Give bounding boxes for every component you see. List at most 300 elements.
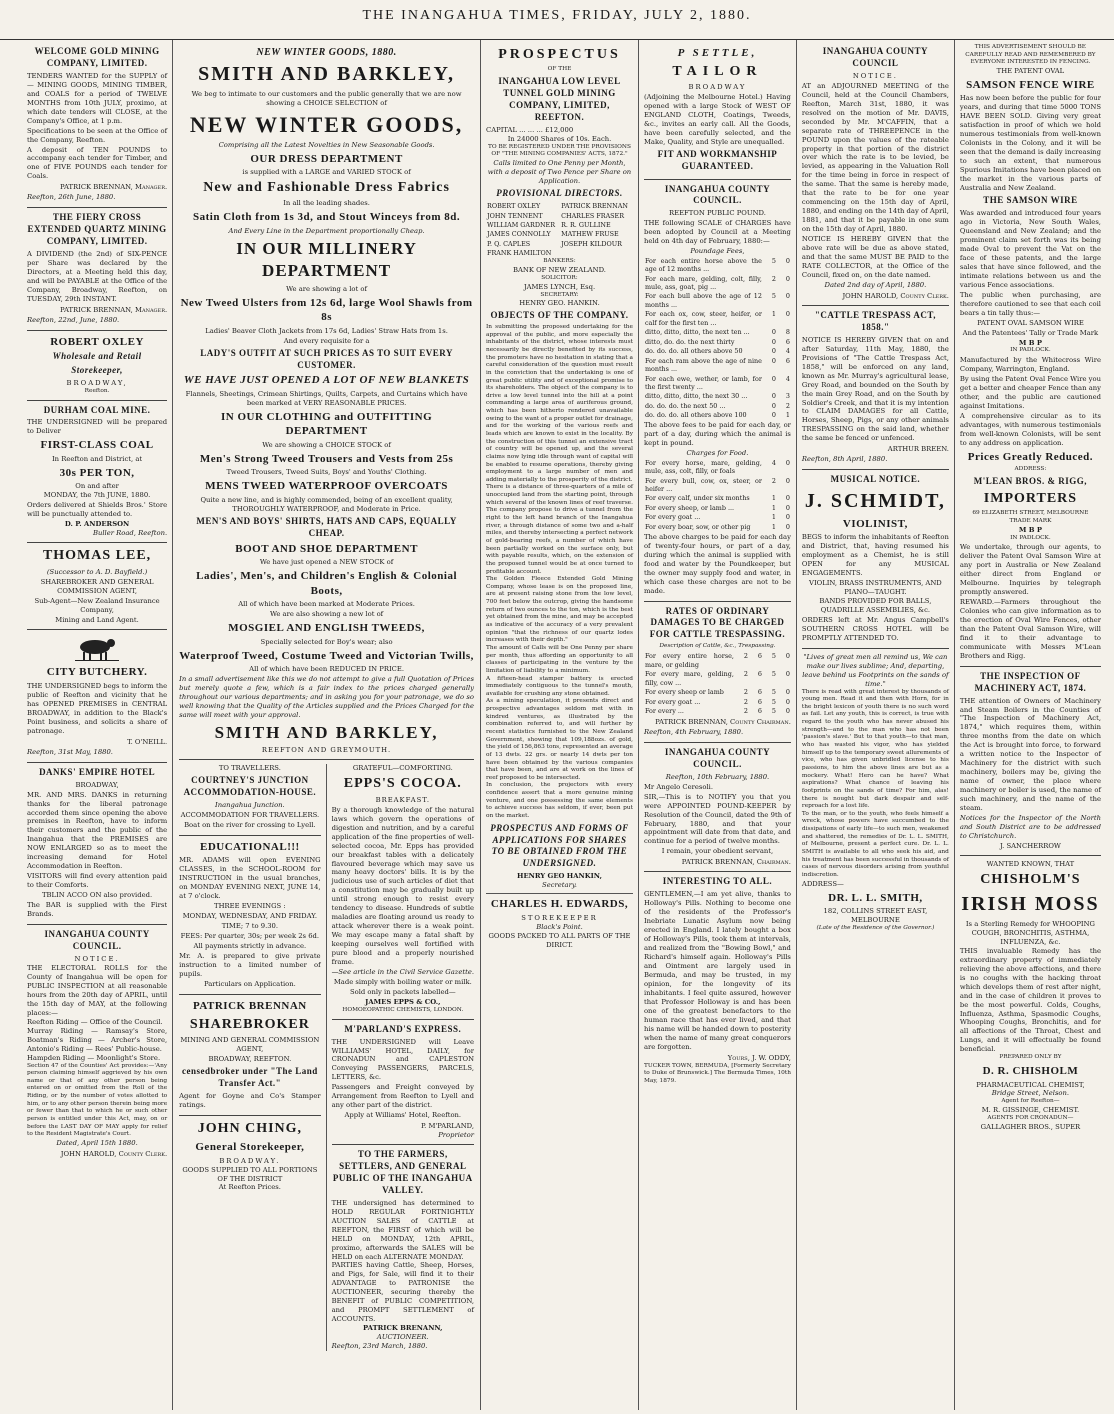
table-row bbox=[644, 503, 791, 512]
rate-d1: 6 bbox=[757, 670, 762, 679]
notice-body2: NOTICE IS HEREBY GIVEN that the above rate will be due as above stated, and that the same MUST BE PAID to the RATE COLLECTOR, at the Office of the Council, fixed on, on the date named. bbox=[801, 235, 949, 280]
sb-blank2: Flannels, Sheetings, Crimean Shirtings, Quilts, Carpets, and Curtains which have been marked at VERY REASONABLE PRICES. bbox=[185, 390, 468, 407]
danks-body4: The BAR is supplied with the First Brands. bbox=[27, 901, 168, 919]
table-row bbox=[644, 670, 791, 688]
fee-desc: ditto, do. do. the next thirty bbox=[644, 337, 735, 346]
council-body: THE ELECTORAL ROLLS for the County of Inangahua will be open for PUBLIC INSPECTION at all reasonable hours from the 20th day of APRIL, until the 15th day of MAY, at the following places:— bbox=[27, 963, 168, 1017]
settle-tailor: TAILOR bbox=[672, 63, 763, 79]
rates-ad bbox=[644, 606, 791, 743]
sb-mos2: Specially selected for Boy's wear; also bbox=[260, 637, 393, 646]
food-fees-table bbox=[644, 458, 791, 532]
holloway-address: TUCKER TOWN, BERMUDA, [Formerly Secretary to Duke of Brunswick.] The Bermuda Times, 10th May, 1879. bbox=[643, 1062, 791, 1084]
objects-body: In submitting the proposed undertaking for the approval of the public, and more especially the inhabitants of the district, whose interests must necessarily be directly benefited by its success, the promoters have no hesitation in stating that a careful consideration of the question must result in the conviction that the undertaking is one of great public utility and of exceptional promise to its shareholders. The object of the company is to drive a low level tunnel into the hill at a point commanding a large area of auriferous ground, which has been hitherto rendered unavailable owing to the want of a proper outlet for drainage, and for the working of the various reefs and leads which are known to exist in the locality. By the construction of this tunnel an extensive tract of country will be opened up, and the several claims now lying idle through want of capital will be enabled to resume operations, thereby giving employment to a large number of men and adding materially to the prosperity of the district. bbox=[486, 324, 633, 483]
food-d: 0 bbox=[785, 522, 790, 531]
holloway-ad bbox=[644, 876, 791, 1085]
objects-body4: The amount of Calls will be One Penny per share per month, thus affording an opportunity to all classes of participating in the venture by the limitation of liability to a minimum. bbox=[486, 644, 633, 674]
fee-desc: do. do. do. the next 50 ... bbox=[644, 401, 726, 410]
musical-ad bbox=[802, 474, 949, 648]
food-d: 0 bbox=[785, 494, 790, 503]
notice-title: NOTICE. bbox=[852, 71, 898, 80]
solicitor-name: JAMES LYNCH, Esq. bbox=[523, 282, 596, 291]
junction-title: COURTNEY'S JUNCTION ACCOMMODATION-HOUSE. bbox=[183, 775, 317, 798]
pk-council: INANGAHUA COUNTY COUNCIL. bbox=[664, 746, 771, 769]
chisholm-agents: AGENTS FOR CRONADUN— bbox=[987, 1115, 1074, 1122]
cattle-signature: ARTHUR BREEN. bbox=[887, 445, 949, 454]
food-desc: For every sheep, or lamb ... bbox=[644, 503, 735, 512]
pound-fees-table bbox=[644, 256, 791, 420]
john-ching-ad bbox=[179, 1120, 320, 1193]
junction-boat: Boat on the river for crossing to Lyell. bbox=[184, 820, 316, 829]
samson-manufactured: Manufactured by the Whitecross Wire Company, Warrington, England. bbox=[959, 356, 1101, 374]
oxley-line2: Storekeeper, bbox=[71, 365, 123, 376]
rate-s1: 2 bbox=[743, 697, 748, 706]
rate-desc: For every goat ... bbox=[644, 697, 701, 706]
rate-s1: 2 bbox=[743, 652, 748, 661]
educational-private: Mr. A. is prepared to give private instruction to a limited number of pupils. bbox=[179, 952, 321, 979]
samson-wire-title: THE SAMSON WIRE bbox=[983, 195, 1078, 206]
schmidt-body: BEGS to inform the inhabitants of Reefton and District, that, having resumed his employment as a Chemist, he is still OPEN for any MUSICAL ENGAGEMENTS. bbox=[801, 533, 949, 577]
farmers-role: AUCTIONEER. bbox=[376, 1333, 429, 1342]
butchery-date: Reefton, 31st May, 1880. bbox=[27, 747, 113, 756]
bankers-name: BANK OF NEW ZEALAND. bbox=[513, 265, 606, 274]
food-s: 1 bbox=[771, 513, 776, 522]
holloway-body: GENTLEMEN,—I am yet alive, thanks to Holloway's Pills. Nothing to become one of the residents of the Professor's Inebriate Lunatic Asylum now being erected in England. I lately bought a box of Holloway's Pills, took them at intervals, and realized from the "Bowing Bowl," and Richard's himself again. Holloway's Pills and Ointment are largely used in Bermuda, and may be trusted, in my opinion, for the longevity of its inhabitants. I feel quite assured, however that Professor Holloway is and has been one of the greatest benefactors to the human race that has ever lived, and that his name will be handed down to posterity when the name of many great conquerors are forgotten. bbox=[643, 890, 791, 1051]
cattle-body: NOTICE IS HEREBY GIVEN that on and after Saturday, 11th May, 1880, the Provisions of "The Cattle Trespass Act, 1858," will be enforced on any land, known as Mr. Murray's agricultural lease, Grey Road, and bounded on the South by the main Grey Road, and on the South by Soldier's Creek, and that it is my intention to CLAIM DAMAGES for all Cattle, Horses, Sheep, Pigs, or any other animals TRESPASSING on the said land, whether the same be fenced or unfenced. bbox=[801, 335, 949, 443]
sb-mill1: We are showing a lot of bbox=[286, 284, 368, 293]
sb-shirts: MEN'S AND BOYS' SHIRTS, HATS AND CAPS, EQUALLY CHEAP. bbox=[196, 515, 457, 538]
lee-body: SHAREBROKER AND GENERAL COMMISSION AGENT, bbox=[40, 577, 154, 595]
director: JOHN TENNENT bbox=[487, 211, 543, 220]
educational-time: TIME; 7 to 9.30. bbox=[221, 922, 279, 931]
prospectus-forms: PROSPECTUS AND FORMS OF APPLICATIONS FOR SHARES TO BE OBTAINED FROM THE UNDERSIGNED. bbox=[490, 822, 629, 869]
lee-agent: Sub-Agent—New Zealand Insurance Company, bbox=[34, 596, 160, 614]
fee-d: 1 bbox=[785, 411, 790, 420]
fee-desc: ditto, ditto, ditto, the next 30 ... bbox=[644, 392, 748, 401]
samson-wire-body: Was awarded and introduced four years ago in Victoria, New South Wales, Queensland and New Zealand; and the prominent claim set forth was its being made Oval to prevent the Vat on the face of these patents, and the large sales that have since followed, and the intimate relations between us and the various Fence associations. bbox=[959, 208, 1101, 289]
welcome-date: Reefton, 26th June, 1880. bbox=[27, 193, 116, 202]
patrick-address: BROADWAY, REEFTON. bbox=[208, 1054, 292, 1063]
rates-desc: Description of Cattle, &c., Trespassing. bbox=[659, 643, 776, 650]
fee-s: 5 bbox=[771, 256, 776, 265]
rate-d1: 6 bbox=[757, 707, 762, 716]
sb-ulst3: And every requisite for a bbox=[283, 336, 370, 345]
durham-title: DURHAM COAL MINE. bbox=[43, 404, 151, 415]
fee-d: 0 bbox=[785, 274, 790, 283]
rate-desc: For every sheep or lamb bbox=[644, 688, 724, 697]
page-columns bbox=[22, 40, 1106, 1410]
fiery-date: Reefton, 22nd, June, 1880. bbox=[27, 315, 120, 324]
junction-ad bbox=[179, 764, 320, 836]
samson-trade2: M B P bbox=[1018, 525, 1042, 534]
rates-title: RATES OF ORDINARY DAMAGES TO BE CHARGED FOR CATTLE TRESPASSING. bbox=[649, 605, 786, 640]
rate-s1: 2 bbox=[743, 707, 748, 716]
food-s: 1 bbox=[771, 503, 776, 512]
smith-barkley-ad bbox=[179, 46, 474, 760]
solicitor-label: SOLICITOR: bbox=[541, 274, 578, 281]
secretary-label: SECRETARY: bbox=[540, 291, 579, 298]
food-s: 4 bbox=[771, 458, 776, 467]
express-apply: Apply at Williams' Hotel, Reefton. bbox=[344, 1111, 462, 1120]
table-row bbox=[644, 411, 791, 420]
food-s: 2 bbox=[771, 476, 776, 485]
fiery-cross-ad bbox=[27, 212, 167, 330]
chisholm-moss-body: Is a Sterling Remedy for WHOOPING COUGH, BRONCHITIS, ASTHMA, INFLUENZA, &c. bbox=[965, 919, 1095, 946]
notice-date: Dated 2nd day of April, 1880. bbox=[824, 281, 927, 290]
pk-to: Mr Angelo Ceresoli. bbox=[643, 782, 714, 791]
table-row bbox=[644, 476, 791, 494]
director: WILLIAM GARDNER bbox=[487, 221, 556, 230]
pound-fees-title: Poundage Fees, bbox=[690, 247, 745, 256]
express-ad bbox=[332, 1024, 474, 1146]
food-desc: For every goat ... bbox=[644, 513, 701, 522]
samson-prices: Prices Greatly Reduced. bbox=[967, 450, 1094, 463]
educational-three: THREE EVENINGS : bbox=[214, 902, 286, 911]
samson-patent: THE PATENT OVAL bbox=[996, 66, 1065, 75]
sb-dress: OUR DRESS DEPARTMENT bbox=[250, 152, 403, 165]
column-2-split bbox=[179, 764, 474, 1351]
table-row bbox=[644, 374, 791, 392]
durham-after: On and after bbox=[75, 482, 119, 491]
council-r3: Hampden Riding — Moonlight's Store. bbox=[27, 1053, 161, 1062]
fiery-title: THE FIERY CROSS EXTENDED QUARTZ MINING COMPANY, LIMITED. bbox=[27, 212, 167, 247]
fee-s: 0 bbox=[771, 328, 776, 337]
danks-body3: TBLIN ACCO ON also provided. bbox=[42, 891, 153, 900]
schmidt-violin: VIOLIN, BRASS INSTRUMENTS, AND PIANO—TAUGHT. bbox=[809, 578, 942, 596]
table-row bbox=[644, 347, 791, 356]
notice-council: INANGAHUA COUNTY COUNCIL bbox=[822, 46, 929, 68]
epps-james: JAMES EPPS & CO., bbox=[365, 998, 441, 1007]
food-desc: For every horse, mare, gelding, mule, ass, colt, filly, or foals bbox=[644, 458, 762, 476]
pound-note: The above fees to be paid for each day, or part of a day, during which the animal is kept in pound. bbox=[643, 421, 791, 448]
inspection-title: THE INSPECTION OF MACHINERY ACT, 1874. bbox=[974, 670, 1087, 693]
cattle-ad bbox=[802, 310, 949, 470]
samson-attention: THIS ADVERTISEMENT SHOULD BE CAREFULLY READ AND REMEMBERED BY EVERYONE INTERESTED IN FENCING. bbox=[965, 44, 1096, 66]
chisholm-dr: D. R. CHISHOLM bbox=[982, 1065, 1079, 1077]
sb-address: REEFTON AND GREYMOUTH. bbox=[261, 746, 392, 755]
fee-d: 6 bbox=[785, 356, 790, 365]
schmidt-violinist: VIOLINIST, bbox=[842, 517, 908, 530]
fee-desc: For each bull above the age of 12 months ... bbox=[644, 292, 762, 309]
epps-made: Made simply with boiling water or milk. bbox=[333, 978, 472, 987]
settle-name: P SETTLE, bbox=[677, 47, 758, 59]
newspaper-title: THE INANGAHUA TIMES, FRIDAY, JULY 2, 1880. bbox=[362, 8, 752, 23]
rate-s2: 5 bbox=[771, 688, 776, 697]
express-body2: Passengers and Freight conveyed by Arrangement from Reefton to Lyell and any other part of the district. bbox=[331, 1083, 475, 1110]
educational-fees: FEES: Per quarter, 30s; per week 2s 6d. bbox=[180, 932, 320, 941]
edwards-role: STOREKEEPER bbox=[521, 913, 598, 922]
county-council-ad bbox=[27, 929, 167, 1159]
chisholm-prepared: PREPARED ONLY BY bbox=[999, 1054, 1062, 1061]
welcome-signature: PATRICK BRENNAN, Manager. bbox=[60, 183, 168, 192]
food-d: 0 bbox=[785, 458, 790, 467]
smith-body2: To the man, or to the youth, who feels himself a wreck, whose powers have succumbed to the dissipations of early life—to such men, weakened and shattered, the remedies of Dr. L. L. SMITH, of Melbourne, present a perfect cure. Dr. L. L. SMITH is available to all who seek his aid, and his treatment has been successful in thousands of cases of nervous disorders arising from youthful indiscretion. bbox=[801, 810, 949, 878]
objects-body5: A fifteen-head stamper battery is erected immediately contiguous to the tunnel's mouth, available for crushing any stone obtained. bbox=[486, 675, 633, 697]
sb-ulsters: New Tweed Ulsters from 12s 6d, large Wool Shawls from 8s bbox=[180, 296, 473, 324]
column-5 bbox=[797, 40, 955, 1410]
rates-table bbox=[644, 652, 791, 716]
food-desc: For every calf, under six months bbox=[644, 494, 750, 503]
smith-note: (Late of the Residence of the Governor.) bbox=[816, 925, 935, 931]
fee-desc: For each ewe, wether, or lamb, for the first twenty ... bbox=[644, 374, 762, 391]
educational-part: Particulars on Application. bbox=[203, 980, 296, 989]
edwards-name: CHARLES H. EDWARDS, bbox=[490, 898, 629, 911]
objects-body7: In conclusion, the projectors with every confidence assert that a more genuine mining venture, and one possessing the same elements to achieve success has seldom, if ever, been put on the market. bbox=[486, 782, 633, 820]
fee-desc: do. do. do. all others above 100 bbox=[644, 411, 747, 420]
sb-blankets: WE HAVE JUST OPENED A LOT OF NEW BLANKETS bbox=[183, 374, 470, 387]
council-date: Dated, April 15th 1880. bbox=[56, 1138, 138, 1147]
welcome-body2: Specifications to be seen at the Office of the Company, Reefton. bbox=[27, 126, 168, 144]
prospectus-signature: HENRY GEO HANKIN, bbox=[517, 872, 602, 881]
patrick-body: MINING AND GENERAL COMMISSION AGENT, bbox=[180, 1035, 320, 1053]
samson-padlock2: IN PADLOCK. bbox=[1010, 534, 1051, 541]
samson-mlean-address: 69 ELIZABETH STREET, MELBOURNE bbox=[972, 510, 1089, 517]
sb-head: NEW WINTER GOODS, 1880. bbox=[256, 47, 397, 58]
prospectus-role: Secretary. bbox=[542, 881, 577, 890]
table-row bbox=[644, 494, 791, 503]
chisholm-agent: Agent for Reefton— bbox=[1001, 1098, 1060, 1105]
welcome-title: WELCOME GOLD MINING COMPANY, LIMITED. bbox=[34, 46, 160, 68]
fee-s: 0 bbox=[771, 401, 776, 410]
fee-s: 1 bbox=[771, 310, 776, 319]
pk-signature: PATRICK BRENNAN, Chairman. bbox=[681, 858, 791, 867]
prospectus-reg: TO BE REGISTERED UNDER THE PROVISIONS OF "THE MINING COMPANIES' ACTS, 1872." bbox=[488, 143, 631, 158]
fee-s: 0 bbox=[771, 337, 776, 346]
column-4 bbox=[639, 40, 797, 1410]
fee-s: 2 bbox=[771, 274, 776, 283]
settle-broadway: BROADWAY bbox=[688, 82, 747, 91]
butchery-title: CITY BUTCHERY. bbox=[46, 666, 148, 679]
samson-patentees: And the Patentees' Tally or Trade Mark bbox=[962, 328, 1099, 337]
food-desc: For every bull, cow, ox, steer, or heifer ... bbox=[644, 476, 762, 493]
council-r1: Reefton Riding — Office of the Council. bbox=[27, 1017, 163, 1026]
sb-overcoats: MENS TWEED WATERPROOF OVERCOATS bbox=[205, 480, 448, 493]
pk-rem: I remain, your obedient servant, bbox=[661, 847, 774, 856]
samson-importers: IMPORTERS bbox=[983, 490, 1078, 506]
educational-days: MONDAY, WEDNESDAY, AND FRIDAY. bbox=[182, 912, 318, 921]
pound-body: THE following SCALE of CHARGES have been adopted by Council at a Meeting held on 4th day of February, 1880:— bbox=[643, 219, 791, 246]
epps-grateful: GRATEFUL—COMFORTING. bbox=[352, 764, 453, 773]
dr-smith-ad bbox=[802, 653, 949, 933]
smith-address-label: ADDRESS— bbox=[801, 879, 844, 888]
samson-title: SAMSON FENCE WIRE bbox=[966, 78, 1095, 91]
express-role: Proprietor bbox=[438, 1131, 475, 1140]
durham-body2: Orders delivered at Shields Bros.' Store will be punctually attended to. bbox=[27, 501, 168, 519]
sb-waterproof: Waterproof Tweed, Costume Tweed and Victorian Twills, bbox=[179, 649, 474, 662]
director: FRANK HAMILTON bbox=[487, 249, 552, 258]
oxley-title: ROBERT OXLEY bbox=[50, 335, 144, 348]
edwards-place: Black's Point. bbox=[536, 922, 583, 931]
farmers-title: TO THE FARMERS, SETTLERS, AND GENERAL PUBLIC OF THE INANGAHUA VALLEY. bbox=[332, 1149, 473, 1195]
fee-s: 5 bbox=[771, 292, 776, 301]
poundkeeper-ad bbox=[644, 747, 791, 872]
sb-satin: Satin Cloth from 1s 3d, and Stout Winceys from 8d. bbox=[193, 211, 461, 224]
rate-d1: 6 bbox=[757, 688, 762, 697]
rates-signature: PATRICK BRENNAN, County Chairman. bbox=[655, 717, 791, 726]
danks-sub: BROADWAY, bbox=[75, 780, 119, 789]
settle-ad bbox=[644, 46, 791, 180]
food-s: 1 bbox=[771, 494, 776, 503]
epps-body: By a thorough knowledge of the natural laws which govern the operations of digestion and nutrition, and by a careful application of the fine properties of well-selected cocoa, Mr. Epps has provided our breakfast tables with a delicately flavoured beverage which may save us many heavy doctors' bills. It is by the judicious use of such articles of diet that a constitution may be gradually built up until strong enough to resist every tendency to disease. Hundreds of subtle maladies are floating around us ready to attack wherever there is a weak point. We may escape many a fatal shaft by keeping ourselves well fortified with pure blood and a properly nourished frame. bbox=[331, 805, 475, 967]
oxley-ad bbox=[27, 335, 167, 401]
rate-s1: 2 bbox=[743, 670, 748, 679]
ching-prices: At Reefton Prices. bbox=[218, 1183, 281, 1192]
express-title: M'PARLAND'S EXPRESS. bbox=[344, 1023, 462, 1034]
sb-fabrics: New and Fashionable Dress Fabrics bbox=[203, 180, 450, 195]
samson-body: Has now been before the public for four years, and during that time 5000 TONS HAVE BEEN SOLD. Giving very great satisfaction in proof of which we hold numerous testimonials from well-known Colonists in the Colony, and it will be seen that the demand is daily increasing to such an extent, that numerous Spurious Imitations have been placed on the market in the various parts of Australia and New Zealand. bbox=[959, 94, 1101, 193]
fee-d: 8 bbox=[785, 328, 790, 337]
prospectus-company: INANGAHUA LOW LEVEL TUNNEL GOLD MINING COMPANY, LIMITED, REEFTON. bbox=[498, 76, 621, 122]
fee-desc: For each ram above the age of nine months ... bbox=[644, 356, 762, 374]
patrick-act: censedbroker under "The Land Transfer Act." bbox=[181, 1065, 318, 1088]
fee-d: 2 bbox=[785, 401, 790, 410]
director: PATRICK BRENNAN bbox=[561, 202, 628, 211]
food-d: 0 bbox=[785, 503, 790, 512]
oxley-line3: BROADWAY, bbox=[66, 378, 128, 387]
danks-body: MR. AND MRS. DANKS in returning thanks for the liberal patronage accorded them since opening the above premises in Reefton, have to inform their customers and the public of the Inangahua that the PREMISES are NOW ENLARGED so as to meet the increasing demand for Hotel Accommodation in Reefton. bbox=[27, 790, 168, 871]
food-d: 0 bbox=[785, 513, 790, 522]
patrick-name: PATRICK BRENNAN bbox=[192, 1000, 307, 1012]
lee-mining: Mining and Land Agent. bbox=[55, 615, 139, 624]
objects-body2: There is a distance of three-quarters of a mile of unoccupied land from the starting point, through which several of the known lines of reef traverse. The company propose to drive a tunnel from the right to the left hand branch of the Inangahua river, a through distance of some two and a-half miles, and thereby intersecting a perfect network of gold-bearing reefs, a number of which have been partially worked on the surface only, but with payable results, which, on the extension of the proposed tunnel would be at once turned to profitable account. bbox=[486, 484, 633, 575]
butchery-body: THE UNDERSIGNED begs to inform the public of Reefton and vicinity that he has OPENED PREMISES in CENTRAL BROADWAY, in addition to the Black's Point business, and solicits a share of patronage. bbox=[27, 681, 168, 735]
column-2b bbox=[327, 764, 474, 1351]
sb-nwg: NEW WINTER GOODS, bbox=[189, 111, 464, 137]
director: CHARLES FRASER bbox=[561, 211, 625, 220]
edwards-goods: GOODS PACKED TO ALL PARTS OF THE DIRICT. bbox=[488, 931, 631, 949]
smith-name: DR. L. L. SMITH, bbox=[828, 891, 923, 904]
epps-breakfast: BREAKFAST. bbox=[375, 795, 431, 804]
bankers-label: BANKERS: bbox=[543, 258, 576, 265]
sb-intro: We beg to intimate to our customers and the public generally that we are now showing a CHOICE SELECTION of bbox=[191, 89, 462, 107]
oxley-line1: Wholesale and Retail bbox=[52, 351, 142, 362]
express-signature: P. M'PARLAND, bbox=[420, 1122, 475, 1131]
table-row bbox=[644, 697, 791, 706]
sb-trousers: Men's Strong Tweed Trousers and Vests from 25s bbox=[199, 452, 454, 465]
fee-desc: do. do. do. all others above 50 bbox=[644, 347, 743, 356]
sb-comprising: Comprising all the Latest Novelties in New Seasonable Goods. bbox=[218, 140, 435, 149]
welcome-body3: A deposit of TEN POUNDS to accompany each tender for Timber, and one of FIVE POUNDS each tender for Coals. bbox=[27, 145, 168, 181]
sb-dress2: is supplied with a LARGE and VARIED STOCK of bbox=[242, 168, 411, 177]
food-d: 0 bbox=[785, 476, 790, 485]
smith-body: There is read with great interest by thousands of young men. Read it and then with Horn, for in the bright lexicon of youth there is no such word as fail. Let any youth, this is correct, is true with regard to the youth who has never abused his strength—and to the man who has not been 'passion's slave.' But to that youth—to that man, who has wasted his vigor, who has yielded himself up to the temporary sweet allurements of vice, who has given unbridled license to his passions, to him the above lines are but as a mockery. What! Hero can he have? What aspirations? What chance of leaving his footprints on the sands of time? For him, alas! there is nought but dark despair and self-reproach for a lost life. bbox=[801, 688, 949, 810]
samson-patent-oval: PATENT OVAL SAMSON WIRE bbox=[977, 318, 1084, 327]
sb-outfit: LADY'S OUTFIT AT SUCH PRICES AS TO SUIT EVERY CUSTOMER. bbox=[200, 347, 453, 370]
fee-desc: ditto, ditto, ditto, the next ten ... bbox=[644, 328, 750, 337]
cattle-title: "CATTLE TRESPASS ACT, 1858." bbox=[814, 309, 936, 332]
prospectus-title: PROSPECTUS bbox=[498, 47, 621, 62]
ching-address: BROADWAY. bbox=[219, 1156, 281, 1165]
food-title: Charges for Food. bbox=[686, 449, 749, 458]
pk-body: SIR,—This is to NOTIFY you that you were APPOINTED POUND-KEEPER by Resolution of the Council, dated the 9th of February, 1880, and that your appointment will date from that date, and continue for a period of twelve months. bbox=[643, 792, 791, 846]
epps-ad bbox=[332, 764, 474, 1019]
samson-mlean: M'LEAN BROS. & RIGG, bbox=[973, 475, 1088, 486]
sb-small: In a small advertisement like this we do not attempt to give a full Quotation of Prices but merely quote a few, which is a fair index to the prices charged generally throughout our various departments; and in asking you for your patronage, we do so well knowing that the Quality of the Articles supplied and the Prices Charged for the same will meet with your approval. bbox=[179, 675, 475, 719]
pound-council: INANGAHUA COUNTY COUNCIL. bbox=[664, 183, 771, 206]
holloway-signature: Yours, J. W. ODDY, bbox=[727, 1053, 791, 1062]
durham-signature: D. P. ANDERSON bbox=[64, 520, 130, 529]
table-row bbox=[644, 513, 791, 522]
director: R. R. GULLINE bbox=[561, 221, 611, 230]
rate-d2: 0 bbox=[785, 688, 790, 697]
smith-address: 182, COLLINS STREET EAST, MELBOURNE bbox=[823, 907, 928, 925]
farmers-body: THE undersigned has determined to HOLD REGULAR FORTNIGHTLY AUCTION SALES of CATTLE at REEFTON, the FIRST of which will be HELD on MONDAY, 12th APRIL, proximo, afterwards the SALES will be HELD on each ALTERNATE MONDAY. bbox=[331, 1198, 475, 1261]
schmidt-bands: BANDS PROVIDED FOR BALLS, QUADRILLE ASSEMBLIES, &c. bbox=[819, 596, 932, 614]
table-row bbox=[644, 356, 791, 374]
directors-table bbox=[486, 202, 633, 259]
table-row bbox=[644, 458, 791, 476]
samson-undertake: We undertake, through our agents, to deliver the Patent Oval Samson Wire at any port in Australia or New Zealand either direct from England or Melbourne. Inquiries by telegraph promptly answered. bbox=[959, 543, 1101, 597]
sb-clothing: IN OUR CLOTHING and OUTFITTING DEPARTMENT bbox=[220, 410, 433, 438]
director: P. Q. CAPLES bbox=[487, 239, 531, 248]
column-2 bbox=[173, 40, 481, 1410]
objects-title: OBJECTS OF THE COMPANY. bbox=[490, 310, 629, 321]
pound-ad bbox=[644, 184, 791, 602]
inspection-body: THE attention of Owners of Machinery and Steam Boilers in the Counties of "The Inspection of Machinery Act, 1874," which requires them, within three months from the date on which the Act is brought into force, to forward a written notice to the Inspector of Machinery for the district with such machinery, boilers may be, giving the name of owner, the place where machinery or boiler is used, the name of such machinery, and the name of the steam. bbox=[959, 696, 1101, 813]
food-note: The above charges to be paid for each day of twenty-four hours, or part of a day, during which the animal is supplied with food and water by the Poundkeeper, but the owner may supply food and water, in which case these charges are not to be made. bbox=[643, 532, 791, 595]
sb-cloth3: Tweed Trousers, Tweed Suits, Boys' and Youths' Clothing. bbox=[226, 468, 427, 477]
rate-s1: 2 bbox=[743, 688, 748, 697]
epps-sold: Sold only in packets labelled— bbox=[349, 988, 456, 997]
fee-d: 3 bbox=[785, 392, 790, 401]
rate-d1: 6 bbox=[757, 652, 762, 661]
fee-s: 0 bbox=[771, 374, 776, 383]
sb-firm: SMITH AND BARKLEY, bbox=[198, 63, 456, 86]
fee-d: 0 bbox=[785, 292, 790, 301]
director: ROBERT OXLEY bbox=[487, 202, 541, 211]
fee-d: 0 bbox=[785, 256, 790, 265]
rates-date: Reefton, 4th February, 1880. bbox=[643, 727, 744, 736]
table-row bbox=[644, 328, 791, 337]
fee-d: 4 bbox=[785, 347, 790, 356]
table-row bbox=[644, 707, 791, 716]
ching-goods: GOODS SUPPLIED TO ALL PORTIONS OF THE DISTRICT bbox=[182, 1165, 318, 1183]
farmers-body2: PARTIES having Cattle, Sheep, Horses, and Pigs, for Sale, will find it to their ADVANTAGE to PATRONISE the AUCTIONEER, securing thereby the BENEFIT of PUBLIC COMPETITION, and PROMPT SETTLEMENT of ACCOUNTS. bbox=[331, 1261, 475, 1324]
rate-s2: 5 bbox=[771, 652, 776, 661]
junction-to: TO TRAVELLERS. bbox=[218, 764, 281, 773]
rate-d2: 0 bbox=[785, 652, 790, 661]
durham-date: MONDAY, the 7th JUNE, 1880. bbox=[43, 491, 151, 500]
sb-satin2: And Every Line in the Department proportionally Cheap. bbox=[228, 226, 425, 235]
fee-s: 0 bbox=[771, 347, 776, 356]
durham-where: In Reefton and District, at bbox=[52, 454, 143, 463]
prospectus-dirs: PROVISIONAL DIRECTORS. bbox=[496, 187, 623, 198]
sb-ulst2: Ladies' Beaver Cloth Jackets from 17s 6d, Ladies' Straw Hats from 1s. bbox=[205, 326, 448, 335]
rate-desc: For every ... bbox=[644, 707, 684, 716]
farmers-date: Reefton, 23rd March, 1880. bbox=[331, 1342, 428, 1351]
oxley-line4: Reefton. bbox=[84, 387, 110, 394]
express-body: THE UNDERSIGNED will Leave WILLIAMS' HOTEL, DAILY, for CRONADUN and CAPLESTON Conveying PASSENGERS, PARCELS, LETTERS, &c. bbox=[331, 1037, 475, 1082]
musical-title: MUSICAL NOTICE. bbox=[830, 474, 921, 485]
chisholm-wanted: WANTED KNOWN, THAT bbox=[986, 860, 1075, 868]
director: JOSEPH KILDOUR bbox=[561, 239, 622, 248]
council-notice: NOTICE. bbox=[74, 954, 120, 963]
rate-notice-ad bbox=[802, 46, 949, 306]
samson-circular: A comprehensive circular as to its advantages, with numerous testimonials from well-known Colonists, will be sent to any address on application. bbox=[959, 411, 1101, 447]
sb-boot2: We have just opened a NEW STOCK of bbox=[259, 558, 394, 567]
samson-pay: By using the Patent Oval Fence Wire you get a better and cheaper Fence than any other, and the public are cautioned against Imitations. bbox=[959, 375, 1101, 410]
prospectus-calls: Calls limited to One Penny per Month, with a deposit of Two Pence per Share on Application. bbox=[487, 158, 632, 185]
chisholm-ad bbox=[960, 860, 1101, 1132]
samson-public: The public when purchasing, are therefore cautioned to see that each coil bears a tin tally thus:— bbox=[959, 290, 1101, 317]
table-row bbox=[644, 274, 791, 292]
samson-trade: TRADE MARK bbox=[1009, 517, 1052, 524]
director: JAMES CONNOLLY bbox=[487, 230, 551, 239]
column-1 bbox=[22, 40, 173, 1410]
butchery-signature: T. O'NEILL. bbox=[127, 737, 168, 746]
table-row bbox=[644, 652, 791, 670]
sb-shades: In all the leading shades. bbox=[283, 199, 370, 208]
fee-s: 0 bbox=[771, 411, 776, 420]
